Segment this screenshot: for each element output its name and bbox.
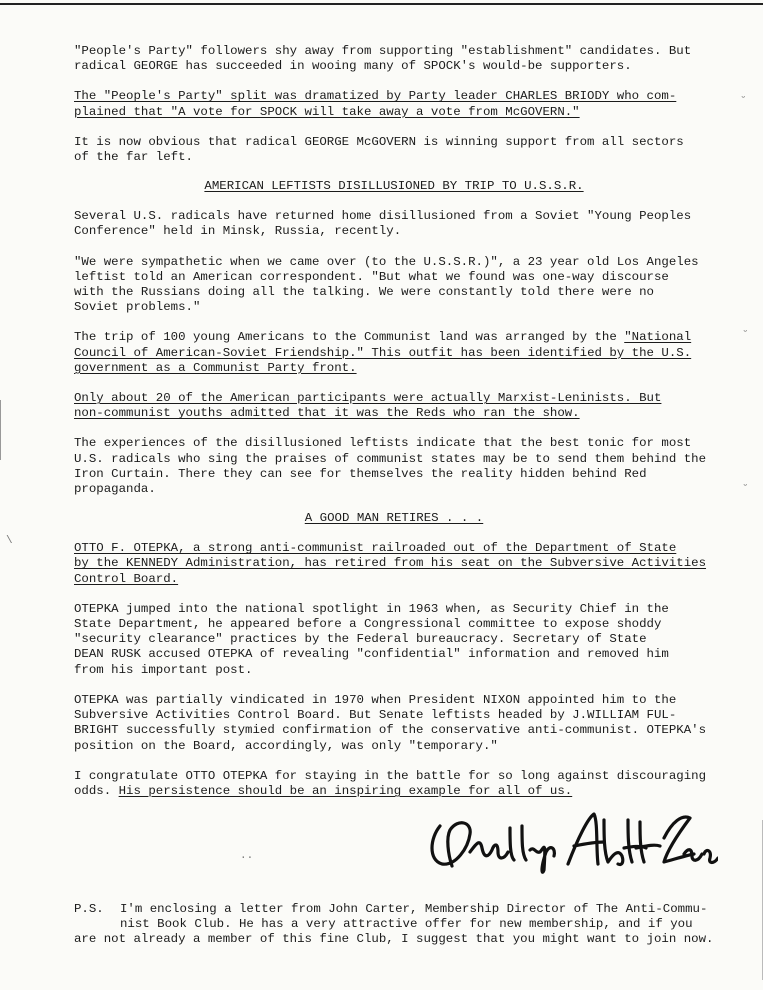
ps-text: nist Book Club. He has a very attractive offer for new membership, and if you [120,917,693,932]
scan-mark: \ [6,535,13,547]
paragraph: OTEPKA jumped into the national spotlight in 1963 when, as Security Chief in the State Department, he appeared before a Congressional committee to expose shoddy "security clearance" practices by the Federal bureaucracy. Secretary of State DEAN RUSK accused OTEPKA of revealing "confidential" information and removed him from his important post. [74,601,669,677]
ps-text: I'm enclosing a letter from John Carter, Membership Director of The Anti-Commu- [120,902,708,916]
paragraph-underlined: OTTO F. OTEPKA, a strong anti-communist railroaded out of the Department of State by the KENNEDY Administration, has retired from his seat on the Subversive Activities Control Board. [74,541,707,586]
handwritten-signature [428,808,718,878]
text-run-underlined: "National Council of American-Soviet Friendship." [74,330,692,360]
text-run: The trip of 100 young Americans to the Communist land was arranged by the [74,330,625,345]
paragraph [74,330,714,376]
text-run-underlined: This outfit has been identified by the U.S. [371,345,692,360]
paragraph: Several U.S. radicals have returned home disillusioned from a Soviet "Young Peoples Conference" held in Minsk, Russia, recently. [74,209,692,239]
text-run-underlined: government as a Communist Party front. [74,360,357,375]
text-run-underlined: His persistence should be an inspiring example for all of us. [118,783,573,798]
scan-mark: ˘ [742,330,749,342]
paragraph-underlined: The "People's Party" split was dramatized by Party leader CHARLES BRIODY who com- plained that "A vote for SPOCK will take away a vote from McGOVERN." [74,89,677,119]
ps-line [74,902,724,917]
paragraph: It is now obvious that radical GEORGE McGOVERN is winning support from all sectors of the far left. [74,134,684,165]
scan-mark: ˘ [742,484,749,496]
ps-text: are not already a member of this fine Club, I suggest that you might want to join now. [74,932,714,947]
section-heading: A GOOD MAN RETIRES . . . [304,511,484,526]
scan-edge-left [0,400,1,460]
paragraph: "People's Party" followers shy away from supporting "establishment" candidates. But radical GEORGE has succeeded in wooing many of SPOCK's would-be supporters. [74,44,692,74]
paragraph: "We were sympathetic when we came over (to the U.S.S.R.)", a 23 year old Los Angeles leftist told an American correspondent. "But what we found was one-way discourse with the Russians doing all the talking. We were constantly told there were no Soviet problems." [74,254,699,315]
paragraph [74,769,714,799]
text-run: I congratulate OTTO OTEPKA for staying in the battle for so long against discouraging odds. [74,768,707,798]
letter-body [74,44,714,814]
postscript [74,902,724,948]
paragraph-underlined: Only about 20 of the American participants were actually Marxist-Leninists. But non-communist youths admitted that it was the Reds who ran the show. [74,391,662,421]
scan-mark: .. [240,850,254,862]
paragraph: The experiences of the disillusioned leftists indicate that the best tonic for most U.S. radicals who sing the praises of communist states may be to send them behind the Iron Curtain. There they can see for themselves the reality hidden behind Red propaganda. [74,436,707,497]
scan-mark: ˘ [740,96,747,108]
ps-label: P.S. [74,902,104,916]
section-heading: AMERICAN LEFTISTS DISILLUSIONED BY TRIP TO U.S.S.R. [204,179,584,194]
paragraph: OTEPKA was partially vindicated in 1970 when President NIXON appointed him to the Subversive Activities Control Board. But Senate leftists headed by J.WILLIAM FUL- BRIGHT successfully stymied confirmation of the conservative anti-communist. OTEPKA's position on the Board, accordingly, was only "temporary." [74,692,707,753]
top-rule [0,3,763,5]
